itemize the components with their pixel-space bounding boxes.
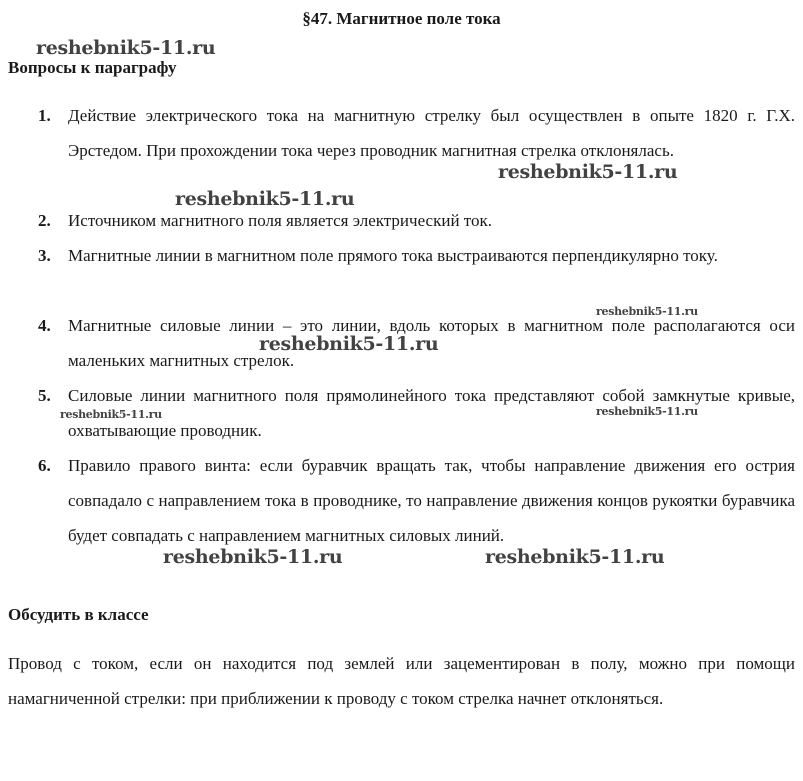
- item-number: 6.: [38, 456, 51, 475]
- watermark: reshebnik5-11.ru: [498, 161, 678, 183]
- item-number: 3.: [38, 246, 51, 265]
- watermark: reshebnik5-11.ru: [596, 305, 698, 318]
- page-title: §47. Магнитное поле тока: [302, 9, 501, 28]
- watermark: reshebnik5-11.ru: [163, 546, 343, 568]
- watermark: reshebnik5-11.ru: [596, 405, 698, 418]
- item-text: Правило правого винта: если буравчик вращать так, чтобы направление движения его острия совпадало с направлением тока в проводнике, то направление движения концов рукоятки буравчика будет совпадать с направлением магнитных силовых линий.: [68, 456, 795, 545]
- item-number: 5.: [38, 386, 51, 405]
- discuss-paragraph: Провод с током, если он находится под землей или зацементирован в полу, можно при помощи намагниченной стрелки: при приближении к проводу с током стрелка начнет отклоняться.: [8, 654, 795, 708]
- watermark: reshebnik5-11.ru: [485, 546, 665, 568]
- watermark: reshebnik5-11.ru: [175, 188, 355, 210]
- item-number: 1.: [38, 106, 51, 125]
- item-number: 2.: [38, 211, 51, 230]
- watermark: reshebnik5-11.ru: [36, 37, 216, 59]
- watermark: reshebnik5-11.ru: [60, 408, 162, 421]
- watermark: reshebnik5-11.ru: [259, 333, 439, 355]
- questions-heading: Вопросы к параграфу: [8, 58, 177, 77]
- item-text: Магнитные силовые линии – это линии, вдоль которых в магнитном поле располагаются оси маленьких магнитных стрелок.: [68, 316, 795, 370]
- item-number: 4.: [38, 316, 51, 335]
- item-text: Магнитные линии в магнитном поле прямого тока выстраиваются перпендикулярно току.: [68, 246, 718, 265]
- item-text: Силовые линии магнитного поля прямолинейного тока представляют собой замкнутые кривые, охватывающие проводник.: [68, 386, 795, 440]
- discuss-heading: Обсудить в классе: [8, 605, 149, 624]
- item-text: Действие электрического тока на магнитную стрелку был осуществлен в опыте 1820 г. Г.Х. Эрстедом. При прохождении тока через проводник магнитная стрелка отклонялась.: [68, 106, 795, 160]
- item-text: Источником магнитного поля является электрический ток.: [68, 211, 493, 230]
